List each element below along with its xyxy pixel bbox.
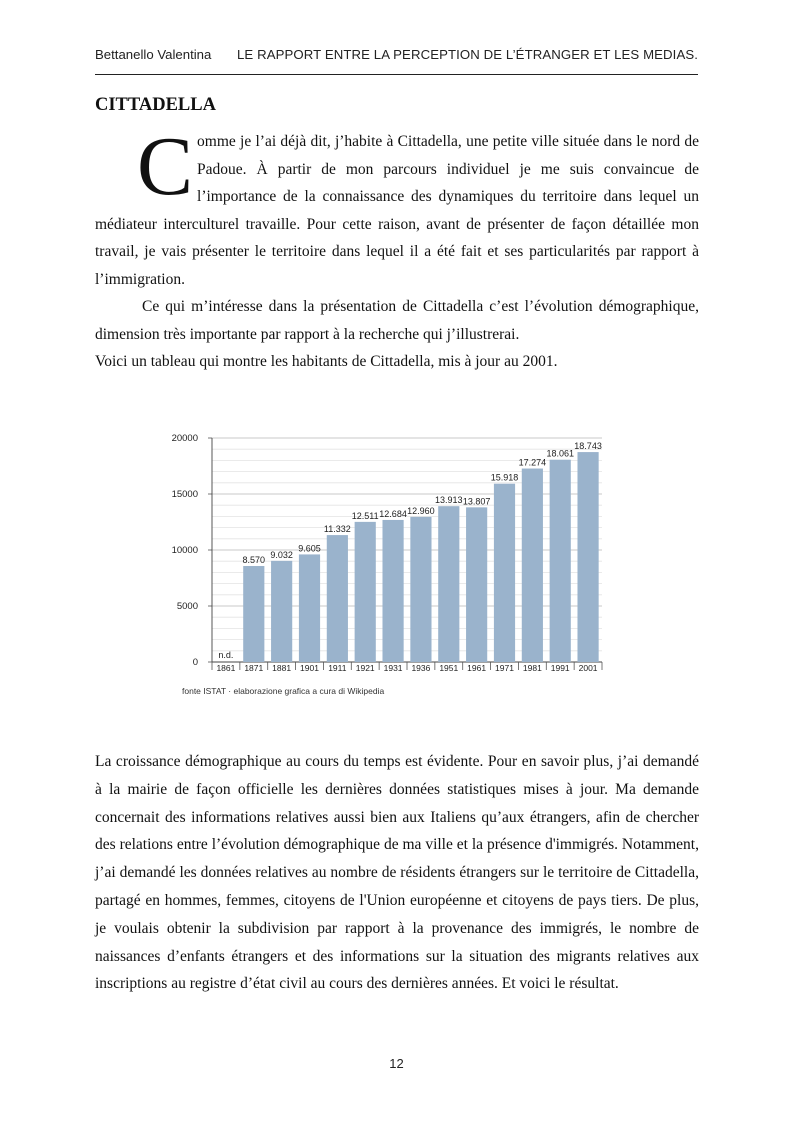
header-rule [95,74,698,75]
header-title: LE RAPPORT ENTRE LA PERCEPTION DE L’ÉTRANGER ET LES MEDIAS. [237,47,698,62]
x-tick-label: 1936 [411,663,431,673]
x-tick-label: 1921 [355,663,375,673]
bar [410,517,431,662]
bar [327,535,348,662]
y-tick-label: 15000 [171,489,198,500]
bar [355,522,376,662]
x-tick-label: 1901 [300,663,319,673]
bar-value-label: 12.684 [379,508,407,519]
running-header [95,47,698,67]
bar [243,566,264,662]
bar [494,484,515,662]
y-tick-label: 0 [192,657,198,668]
x-tick-label: 1951 [439,663,459,673]
bar [438,506,459,662]
bar-value-label: 12.511 [351,510,379,521]
x-tick-label: 1871 [244,663,264,673]
x-tick-label: 1971 [495,663,514,673]
drop-cap: C [137,120,194,213]
bar-value-label: 11.332 [323,524,351,535]
bar-value-label: 18.061 [546,448,574,459]
paragraph-demography: Ce qui m’intéresse dans la présentation de Cittadella c’est l’évolution démographique, dimension très importante par rapport à la recherche qui j’illustrerai. [95,298,699,343]
bar [382,520,403,662]
x-tick-label: 1961 [467,663,487,673]
paragraph-intro-text: omme je l’ai déjà dit, j’habite à Cittadella, une petite ville située dans le nord de Padoue. À partir de mon parcours individuel je me suis convaincue de l’importance de la connaissance des dynamiques du territoire dans lequel un médiateur interculturel travaille. Pour cette raison, avant de présenter de façon détaillée mon travail, je vais présenter le territoire dans lequel il a été fait et ses particularités par rapport à l’immigration. [95,133,699,288]
x-tick-label: 1931 [383,663,403,673]
bar-value-label: 13.807 [462,496,491,507]
section-title: CITTADELLA [95,95,216,115]
bar [466,507,487,662]
y-tick-label: 10000 [171,545,198,556]
bar-value-label: 9.032 [270,549,293,560]
bar-value-label: 18.743 [574,441,602,452]
bar [577,452,598,662]
paragraph-growth: La croissance démographique au cours du temps est évidente. Pour en savoir plus, j’ai demandé à la mairie de façon officielle les dernières données statistiques mises à jour. Ma demande concernait des informations relatives aussi bien aux Italiens qu’aux étrangers, afin de chercher des relations entre l’évolution démographique de ma ville et la présence d'immigrés. Notamment, j’ai demandé les données relatives au nombre de résidents étrangers sur le territoire de Cittadella, partagé en hommes, femmes, citoyens de l'Union européenne et citoyens de pays tiers. De plus, je voulais obtenir la subdivision par rapport à la provenance des immigrés, le nombre de naissances d’enfants étrangers et des informations sur la situation des migrants relatives aux inscriptions au registre d’état civil au cours des dernières années. Et voici le résultat. [95,753,699,993]
bar-value-label: 15.918 [490,472,519,483]
bar-value-label: n.d. [218,650,234,660]
bar [271,561,292,662]
paragraph-table-intro: Voici un tableau qui montre les habitants de Cittadella, mis à jour au 2001. [95,353,558,370]
chart-source-note: fonte ISTAT · elaborazione grafica a cura di Wikipedia [182,686,385,696]
x-tick-label: 1981 [522,663,542,673]
y-tick-label: 20000 [171,433,198,444]
bar [299,554,320,662]
bar [550,460,571,662]
x-tick-label: 2001 [578,663,598,673]
bar [522,469,543,662]
population-bar-chart [150,424,620,714]
y-tick-label: 5000 [176,601,198,612]
bar-value-label: 9.605 [298,543,321,554]
page-number: 12 [389,1056,404,1071]
header-author: Bettanello Valentina [95,47,212,62]
x-tick-label: 1881 [272,663,292,673]
x-tick-label: 1911 [328,663,347,673]
paragraph-intro [95,120,699,293]
bar-value-label: 8.570 [242,555,266,566]
bar-value-label: 17.274 [518,457,547,468]
bar-value-label: 13.913 [435,495,463,506]
bar-value-label: 12.960 [407,505,435,516]
x-tick-label: 1991 [550,663,570,673]
x-tick-label: 1861 [216,663,236,673]
